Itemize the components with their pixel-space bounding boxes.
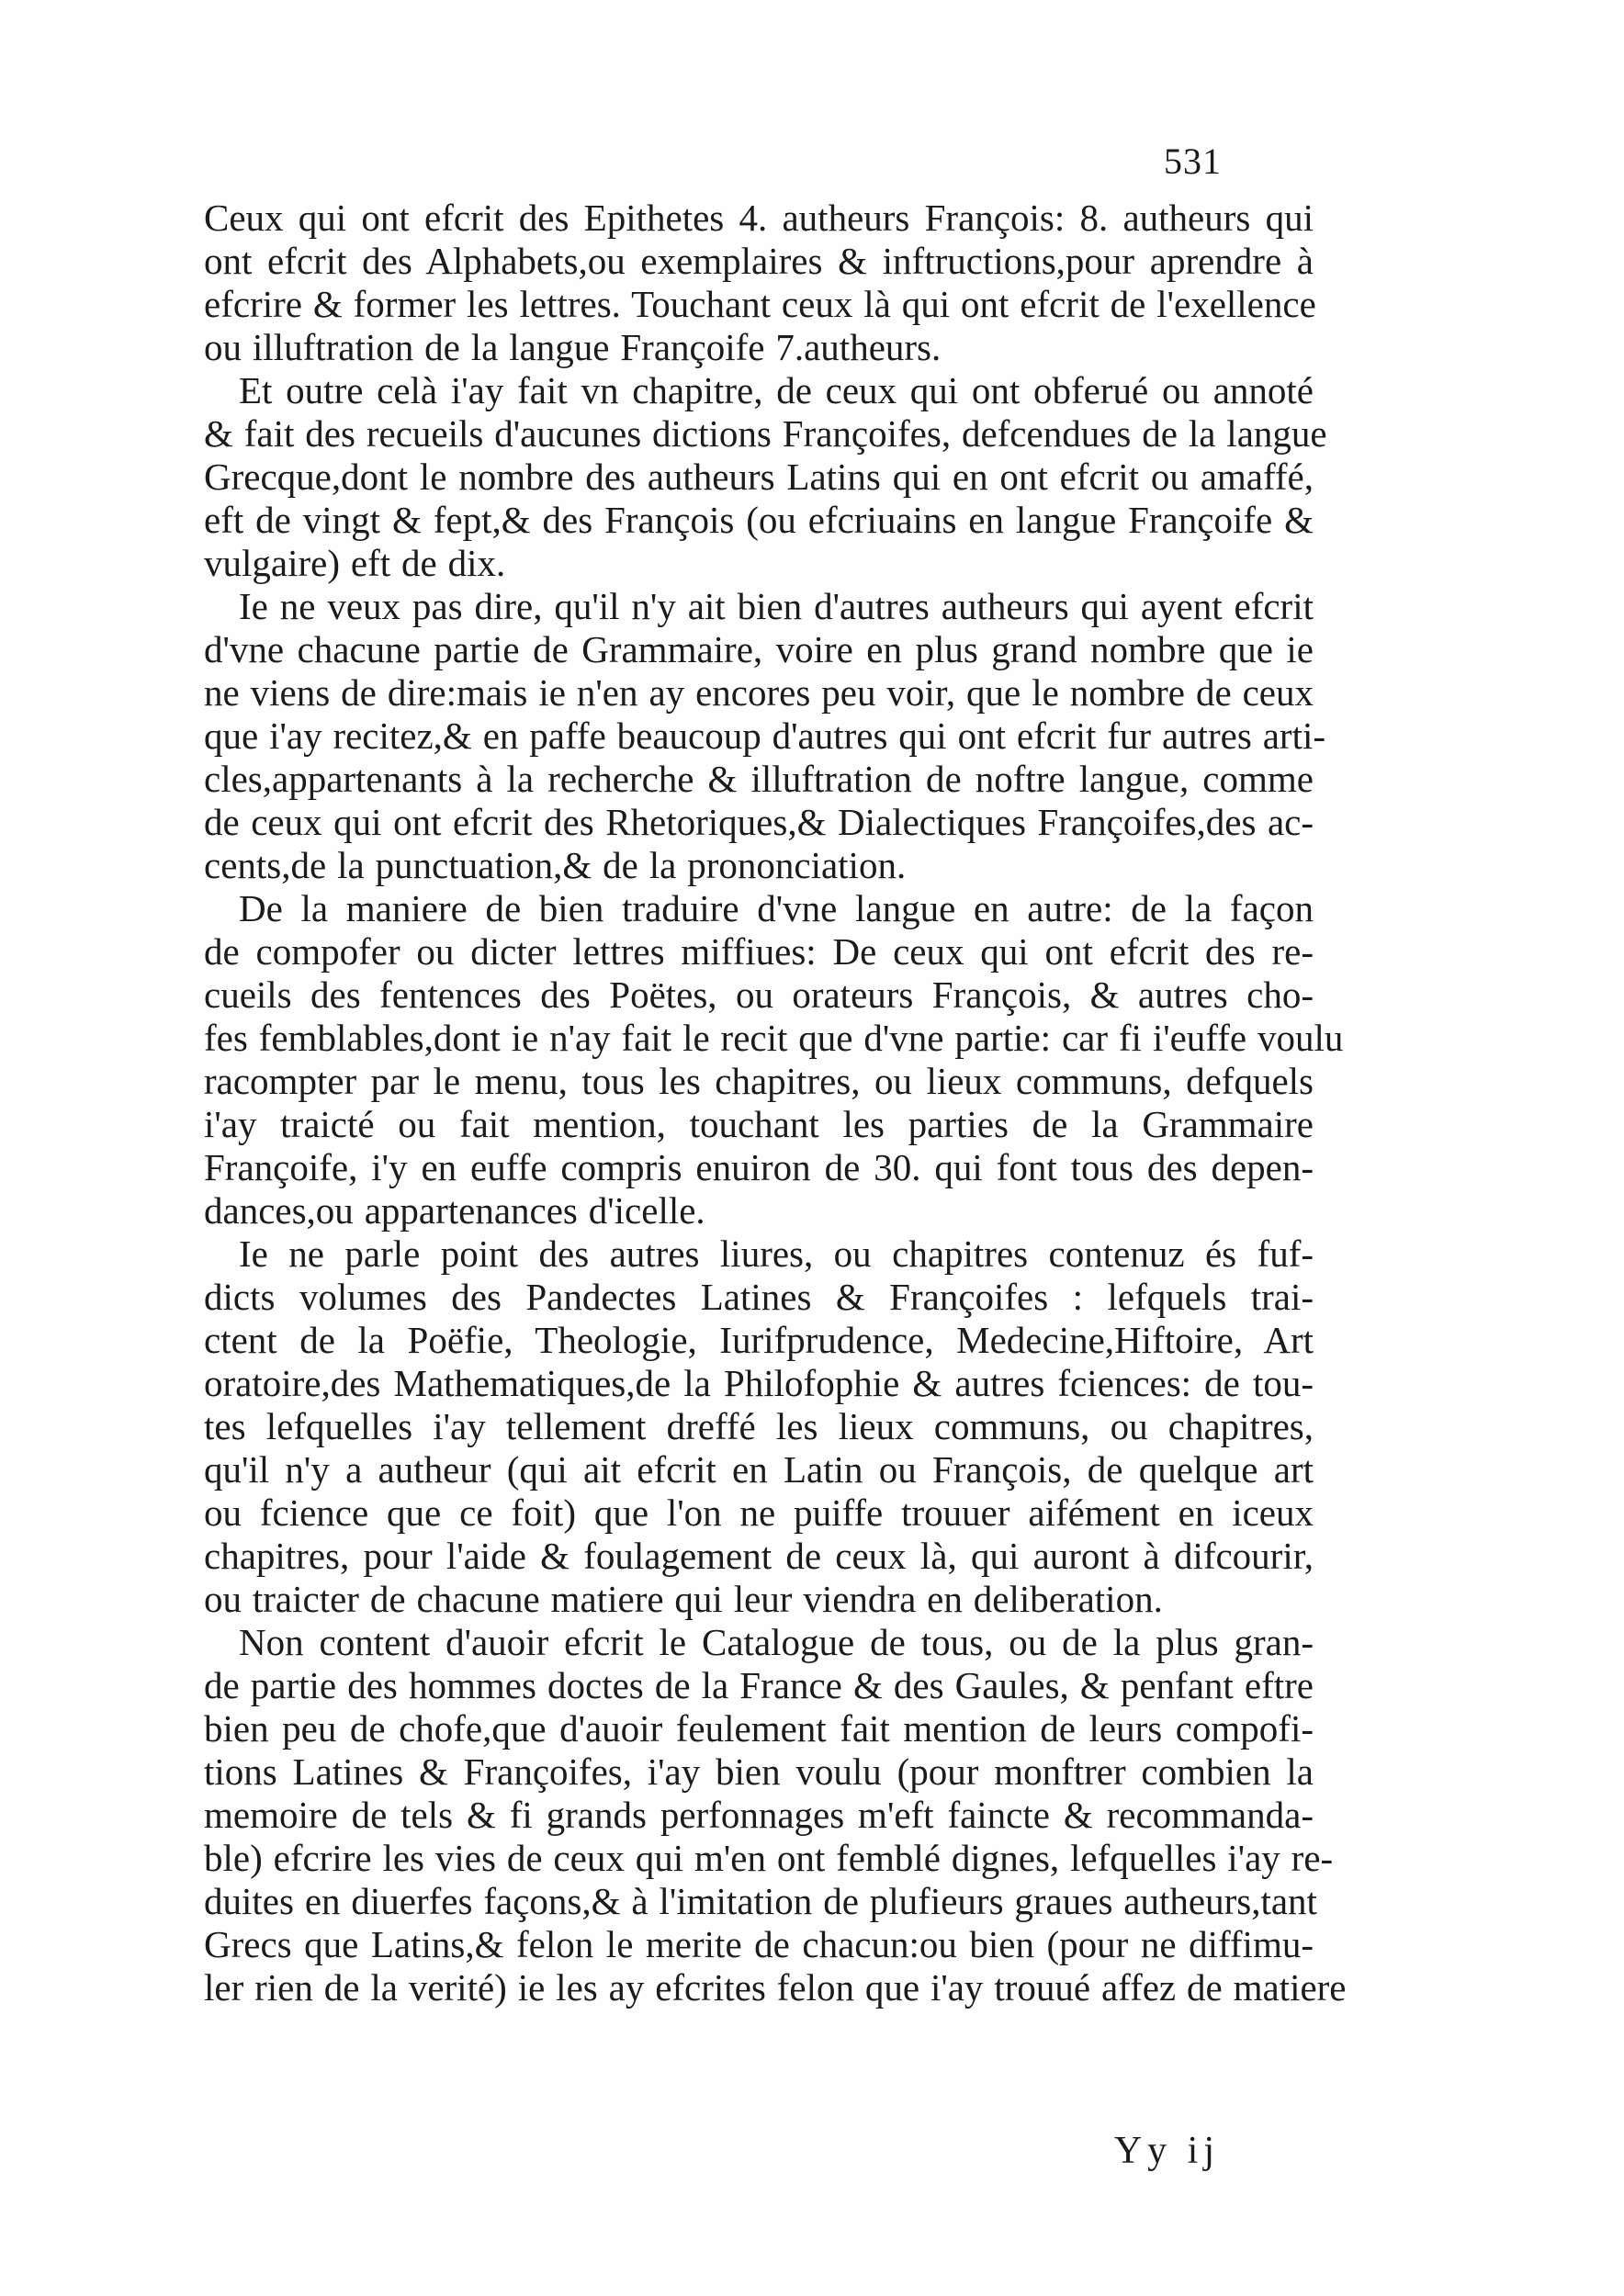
text-line: tions Latines & Françoifes, i'ay bien voulu (pour monftrer combien la (204, 1750, 1314, 1793)
text-line: Ie ne parle point des autres liures, ou chapitres contenuz és fuf- (239, 1232, 1314, 1275)
text-line: dicts volumes des Pandectes Latines & Françoifes : lefquels trai- (204, 1276, 1314, 1318)
text-line: ou traicter de chacune matiere qui leur viendra en deliberation. (204, 1578, 1163, 1620)
text-line: qu'il n'y a autheur (qui ait efcrit en Latin ou François, de quelque art (204, 1448, 1314, 1491)
text-line: i'ay traicté ou fait mention, touchant les parties de la Grammaire (204, 1103, 1314, 1145)
text-line: chapitres, pour l'aide & foulagement de ceux là, qui auront à difcourir, (204, 1535, 1314, 1577)
text-line: que i'ay recitez,& en paffe beaucoup d'autres qui ont efcrit fur autres arti- (204, 715, 1326, 757)
text-line: tes lefquelles i'ay tellement dreffé les lieux communs, ou chapitres, (204, 1405, 1314, 1447)
text-line: vulgaire) eft de dix. (204, 542, 506, 584)
text-line: racompter par le menu, tous les chapitres, ou lieux communs, defquels (204, 1060, 1314, 1102)
text-line: oratoire,des Mathematiques,de la Philofophie & autres fciences: de tou- (204, 1362, 1314, 1404)
text-line: Ie ne veux pas dire, qu'il n'y ait bien d'autres autheurs qui ayent efcrit (239, 585, 1314, 627)
text-line: ble) efcrire les vies de ceux qui m'en ont femblé dignes, lefquelles i'ay re- (204, 1837, 1334, 1879)
text-line: de partie des hommes doctes de la France & des Gaules, & penfant eftre (204, 1664, 1314, 1706)
text-line: cles,appartenants à la recherche & illuftration de noftre langue, comme (204, 758, 1314, 800)
text-line: ou fcience que ce foit) que l'on ne puiffe trouuer aifément en iceux (204, 1491, 1314, 1534)
text-line: bien peu de chofe,que d'auoir feulement fait mention de leurs compofi- (204, 1707, 1314, 1750)
text-line: ou illuftration de la langue Françoife 7.autheurs. (204, 326, 942, 368)
signature-mark: Yy ij (1113, 2130, 1220, 2172)
text-line: eft de vingt & fept,& des François (ou efcriuains en langue Françoife & (204, 499, 1314, 541)
text-line: ont efcrit des Alphabets,ou exemplaires & inftructions,pour aprendre à (204, 240, 1314, 282)
text-line: duites en diuerfes façons,& à l'imitation de plufieurs graues autheurs,tant (204, 1880, 1317, 1922)
body-text (204, 197, 1347, 2009)
page-number: 531 (1164, 141, 1222, 182)
text-line: fes femblables,dont ie n'ay fait le recit que d'vne partie: car fi i'euffe voulu (204, 1017, 1344, 1059)
text-line: cueils des fentences des Poëtes, ou orateurs François, & autres cho- (204, 974, 1314, 1016)
text-line: ne viens de dire:mais ie n'en ay encores peu voir, que le nombre de ceux (204, 671, 1314, 714)
text-line: ctent de la Poëfie, Theologie, Iurifprudence, Medecine,Hiftoire, Art (204, 1319, 1314, 1361)
text-line: Et outre celà i'ay fait vn chapitre, de ceux qui ont obferué ou annoté (239, 369, 1314, 411)
text-line: Grecque,dont le nombre des autheurs Latins qui en ont efcrit ou amaffé, (204, 456, 1314, 498)
text-line: & fait des recueils d'aucunes dictions Françoifes, defcendues de la langue (204, 412, 1327, 455)
text-line: Françoife, i'y en euffe compris enuiron de 30. qui font tous des depen- (204, 1146, 1314, 1188)
text-line: ler rien de la verité) ie les ay efcrites felon que i'ay trouué affez de matiere (204, 1966, 1347, 2009)
text-line: Grecs que Latins,& felon le merite de chacun:ou bien (pour ne diffimu- (204, 1923, 1314, 1965)
text-line: de ceux qui ont efcrit des Rhetoriques,& Dialectiques Françoifes,des ac- (204, 801, 1314, 843)
text-line: d'vne chacune partie de Grammaire, voire en plus grand nombre que ie (204, 628, 1314, 670)
text-line: memoire de tels & fi grands perfonnages m'eft faincte & recommanda- (204, 1794, 1314, 1836)
text-line: Non content d'auoir efcrit le Catalogue de tous, ou de la plus gran- (239, 1621, 1314, 1663)
text-line: de compofer ou dicter lettres miffiues: De ceux qui ont efcrit des re- (204, 930, 1314, 973)
text-line: cents,de la punctuation,& de la prononciation. (204, 844, 907, 886)
text-line: De la maniere de bien traduire d'vne langue en autre: de la façon (239, 887, 1314, 929)
text-line: dances,ou appartenances d'icelle. (204, 1189, 705, 1232)
text-line: efcrire & former les lettres. Touchant ceux là qui ont efcrit de l'exellence (204, 283, 1316, 325)
text-line: Ceux qui ont efcrit des Epithetes 4. autheurs François: 8. autheurs qui (204, 197, 1314, 239)
